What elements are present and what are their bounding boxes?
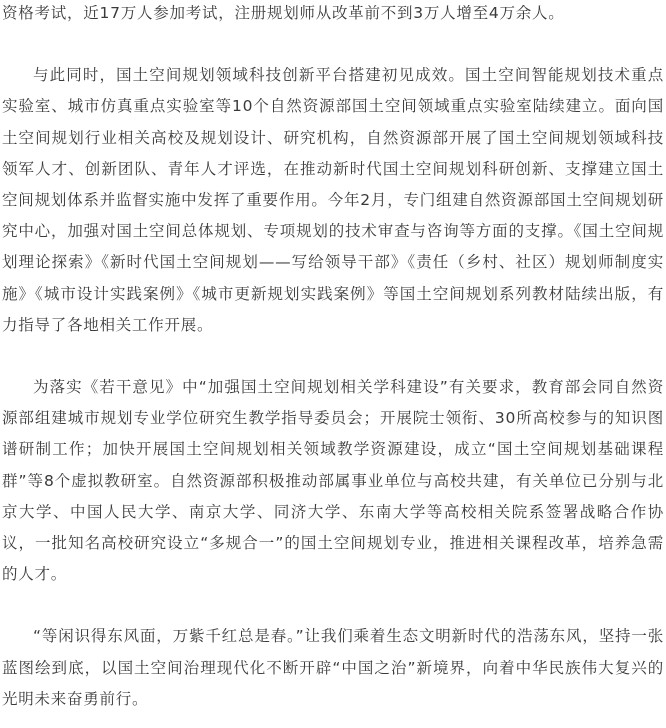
paragraph-closing: “等闲识得东风面，万紫千红总是春。”让我们乘着生态文明新时代的浩荡东风，坚持一张蓝图绘到底，以国土空间治理现代化不断开辟“中国之治”新境界，向着中华民族伟大复兴的光明未来奋勇前行。	[2, 627, 664, 708]
paragraph-tech-platform: 与此同时，国土空间规划领域科技创新平台搭建初见成效。国土空间智能规划技术重点实验室、城市仿真重点实验室等10个自然资源部国土空间领域重点实验室陆续建立。面向国土空间规划行业相关高校及规划设计、研究机构，自然资源部开展了国土空间规划领域科技领军人才、创新团队、青年人才评选，在推动新时代国土空间规划科研创新、支撑建立国土空间规划体系并监督实施中发挥了重要作用。今年2月，专门组建自然资源部国土空间规划研究中心，加强对国土空间总体规划、专项规划的技术审查与咨询等方面的支撑。《国土空间规划理论探索》《新时代国土空间规划——写给领导干部》《责任（乡村、社区）规划师制度实施》《城市设计实践案例》《城市更新规划实践案例》等国土空间规划系列教材陆续出版，有力指导了各地相关工作开展。	[2, 66, 664, 334]
paragraph-continued: 资格考试，近17万人参加考试，注册规划师从改革前不到3万人增至4万余人。	[2, 4, 565, 22]
paragraph-gap	[2, 29, 664, 60]
paragraph-gap	[2, 590, 664, 621]
paragraph-gap	[2, 341, 664, 372]
paragraph-discipline-building: 为落实《若干意见》中“加强国土空间规划相关学科建设”有关要求，教育部会同自然资源部组建城市规划专业学位研究生教学指导委员会；开展院士领衔、30所高校参与的知识图谱研制工作；加快开展国土空间规划相关领域教学资源建设，成立“国土空间规划基础课程群”等8个虚拟教研室。自然资源部积极推动部属事业单位与高校共建，有关单位已分别与北京大学、中国人民大学、南京大学、同济大学、东南大学等高校相关院系签署战略合作协议，一批知名高校研究设立“多规合一”的国土空间规划专业，推进相关课程改革，培养急需的人才。	[2, 378, 664, 584]
